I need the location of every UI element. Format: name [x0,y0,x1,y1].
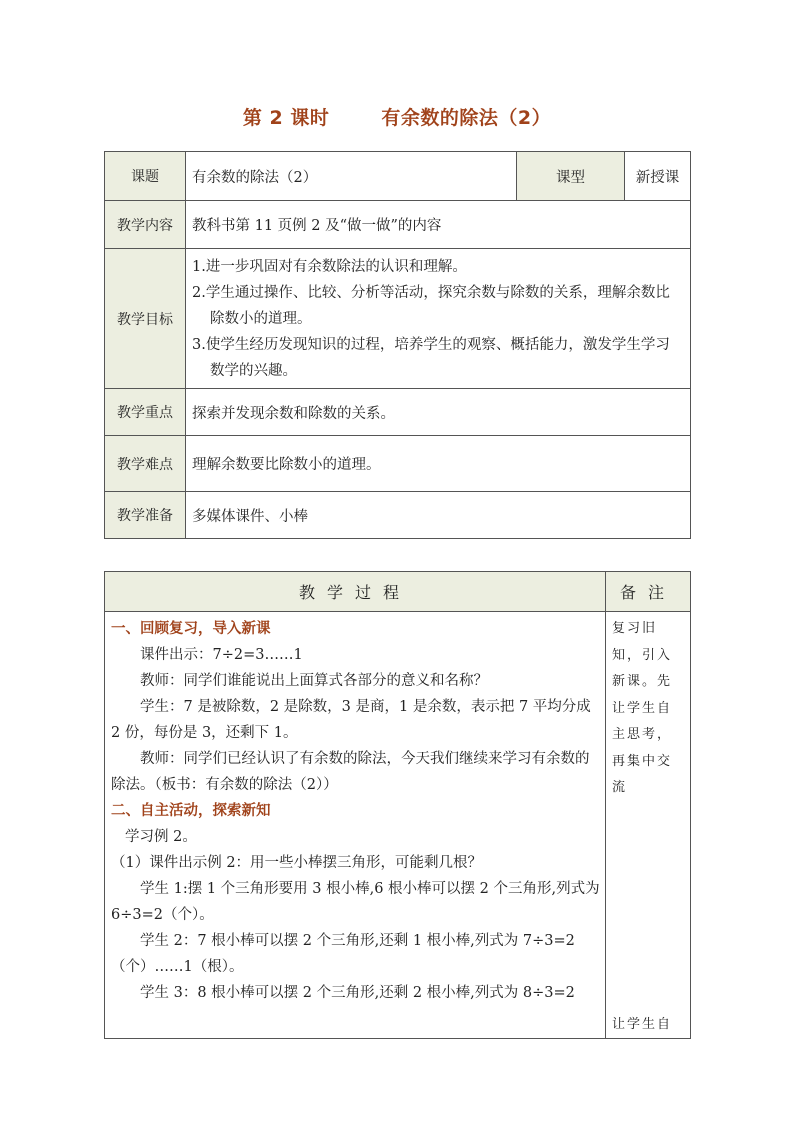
paragraph: 教师：同学们谁能说出上面算式各部分的意义和名称？ [140,673,488,689]
section-heading-2: 二、自主活动，探索新知 [111,803,271,819]
page-title [0,103,794,130]
key-row [105,389,691,436]
difficulty-label: 教学难点 [105,436,186,492]
notes-header: 备注 [606,572,691,612]
lesson-number: 第 2 课时 [242,107,330,129]
note-2: 让学生自 [612,1016,673,1032]
content-value: 教科书第 11 页例 2 及“做一做”的内容 [186,201,691,249]
key-value: 探索并发现余数和除数的关系。 [186,389,691,436]
process-content [105,612,606,1039]
type-label: 课型 [517,152,625,201]
topic-row [105,152,691,201]
paragraph: 课件出示：7÷2=3……1 [140,647,303,663]
section-heading-1: 一、回顾复习，导入新课 [111,621,271,637]
paragraph: 学生 1:摆 1 个三角形要用 3 根小棒,6 根小棒可以摆 2 个三角形,列式为 6÷3=2（个）。 [111,881,600,923]
goal-item: 1.进一步巩固对有余数除法的认识和理解。 [192,258,467,275]
lesson-name: 有余数的除法（2） [381,107,552,129]
lesson-info-table [104,151,691,539]
process-header-row [105,572,691,612]
difficulty-row [105,436,691,492]
paragraph: 教师：同学们已经认识了有余数的除法，今天我们继续来学习有余数的除法。（板书：有余数的除法（2）） [111,751,590,793]
teaching-process-table [104,571,691,1039]
prep-value: 多媒体课件、小棒 [186,492,691,539]
goals-list [186,249,691,389]
paragraph: 学生 2：7 根小棒可以摆 2 个三角形,还剩 1 根小棒,列式为 7÷3=2（个）……1（根）。 [111,933,575,975]
type-value: 新授课 [625,152,691,201]
difficulty-value: 理解余数要比除数小的道理。 [186,436,691,492]
topic-value: 有余数的除法（2） [186,152,517,201]
process-body-row [105,612,691,1039]
paragraph: 学生：7 是被除数，2 是除数，3 是商，1 是余数，表示把 7 平均分成 2 份，每份是 3，还剩下 1。 [111,699,591,741]
goal-item: 2.学生通过操作、比较、分析等活动，探究余数与除数的关系，理解余数比除数小的道理。 [192,284,670,327]
note-1: 复习旧知，引入新课。先让学生自主思考，再集中交流 [612,621,673,795]
goals-label: 教学目标 [105,249,186,389]
content-label: 教学内容 [105,201,186,249]
topic-label: 课题 [105,152,186,201]
goal-item: 3.使学生经历发现知识的过程，培养学生的观察、概括能力，激发学生学习数学的兴趣。 [192,336,670,379]
process-header: 教学过程 [105,572,606,612]
content-row [105,201,691,249]
prep-row [105,492,691,539]
process-notes [606,612,691,1039]
key-label: 教学重点 [105,389,186,436]
paragraph: 学生 3：8 根小棒可以摆 2 个三角形,还剩 2 根小棒,列式为 8÷3=2 [140,985,575,1001]
prep-label: 教学准备 [105,492,186,539]
paragraph: 学习例 2。 [125,829,197,845]
paragraph: （1）课件出示例 2：用一些小棒摆三角形，可能剩几根？ [111,855,483,871]
goals-row [105,249,691,389]
